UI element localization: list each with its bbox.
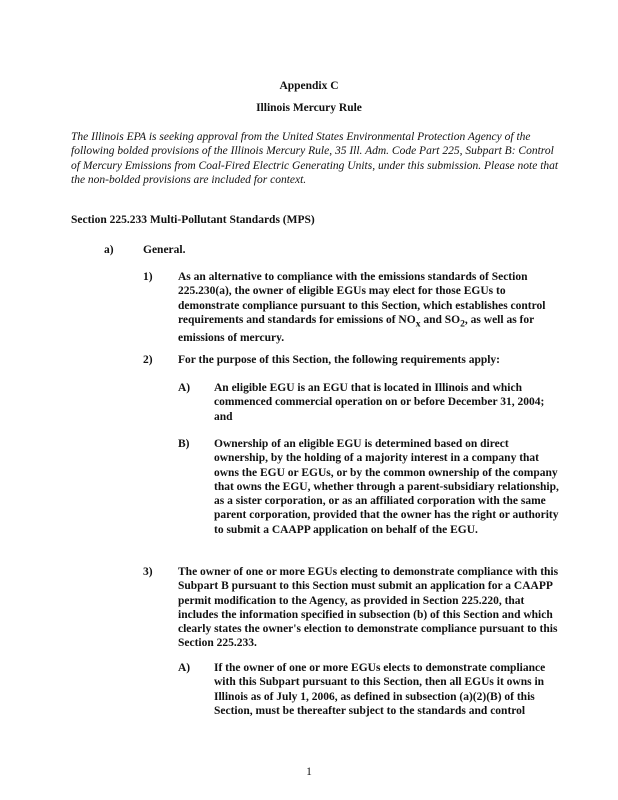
item-2-label: 2) — [143, 354, 153, 366]
item-2a-text: An eligible EGU is an EGU that is located in Illinois and which commenced commercial operation on or before December 31, 2004; and — [214, 382, 545, 423]
item-3a-text: If the owner of one or more EGUs elects to demonstrate compliance with this Subpart pursuant to this Section, then all EGUs it owns in Illinois as of July 1, 2006, as defined in subsection (a)(2)(B) of this Section, must be thereafter subject to the standards and control — [214, 662, 546, 717]
intro-paragraph: The Illinois EPA is seeking approval from the United States Environmental Protection Agency of the following bolded provisions of the Illinois Mercury Rule, 35 Ill. Adm. Code Part 225, Subpart B: Control of Mercury Emissions from Coal-Fired Electric Generating Units, under this submission. Please note that the non-bolded provisions are included for context. — [71, 131, 559, 186]
rule-title: Illinois Mercury Rule — [256, 102, 362, 114]
item-2b-text: Ownership of an eligible EGU is determined based on direct ownership, by the holding of a majority interest in a company that owns the EGU or EGUs, or by the common ownership of the company that owns the EGU, whether through a parent-subsidiary relationship, as a sister corporation, or as an affiliated corporation with the same parent corporation, provided that the owner has the right or authority to submit a CAAPP application on behalf of the EGU. — [214, 438, 559, 536]
item-2a-label: A) — [178, 382, 191, 394]
appendix-title: Appendix C — [279, 80, 339, 92]
page-number: 1 — [306, 766, 312, 778]
subsection-a-title: General. — [143, 244, 186, 256]
item-2b-label: B) — [178, 438, 190, 450]
item-3a-label: A) — [178, 662, 191, 674]
item-1-label: 1) — [143, 271, 153, 283]
section-heading: Section 225.233 Multi-Pollutant Standards (MPS) — [71, 214, 315, 226]
item-3-text: The owner of one or more EGUs electing to demonstrate compliance with this Subpart B pursuant to this Section must submit an application for a CAAPP permit modification to the Agency, as provided in Section 225.220, that includes the information specified in subsection (b) of this Section and which clearly states the owner's election to demonstrate compliance pursuant to this Section 225.233. — [178, 566, 559, 650]
item-1-text: As an alternative to compliance with the emissions standards of Section 225.230(a), the owner of eligible EGUs may elect for those EGUs to demonstrate compliance pursuant to this Section, which establishes control requirements and standards for emissions of $NO_x$ and $SO_2$, as well as for emissions of mercury. — [178, 271, 546, 345]
item-3-label: 3) — [143, 566, 153, 578]
item-2-text: For the purpose of this Section, the following requirements apply: — [178, 354, 501, 366]
subsection-a-label: a) — [104, 244, 114, 256]
